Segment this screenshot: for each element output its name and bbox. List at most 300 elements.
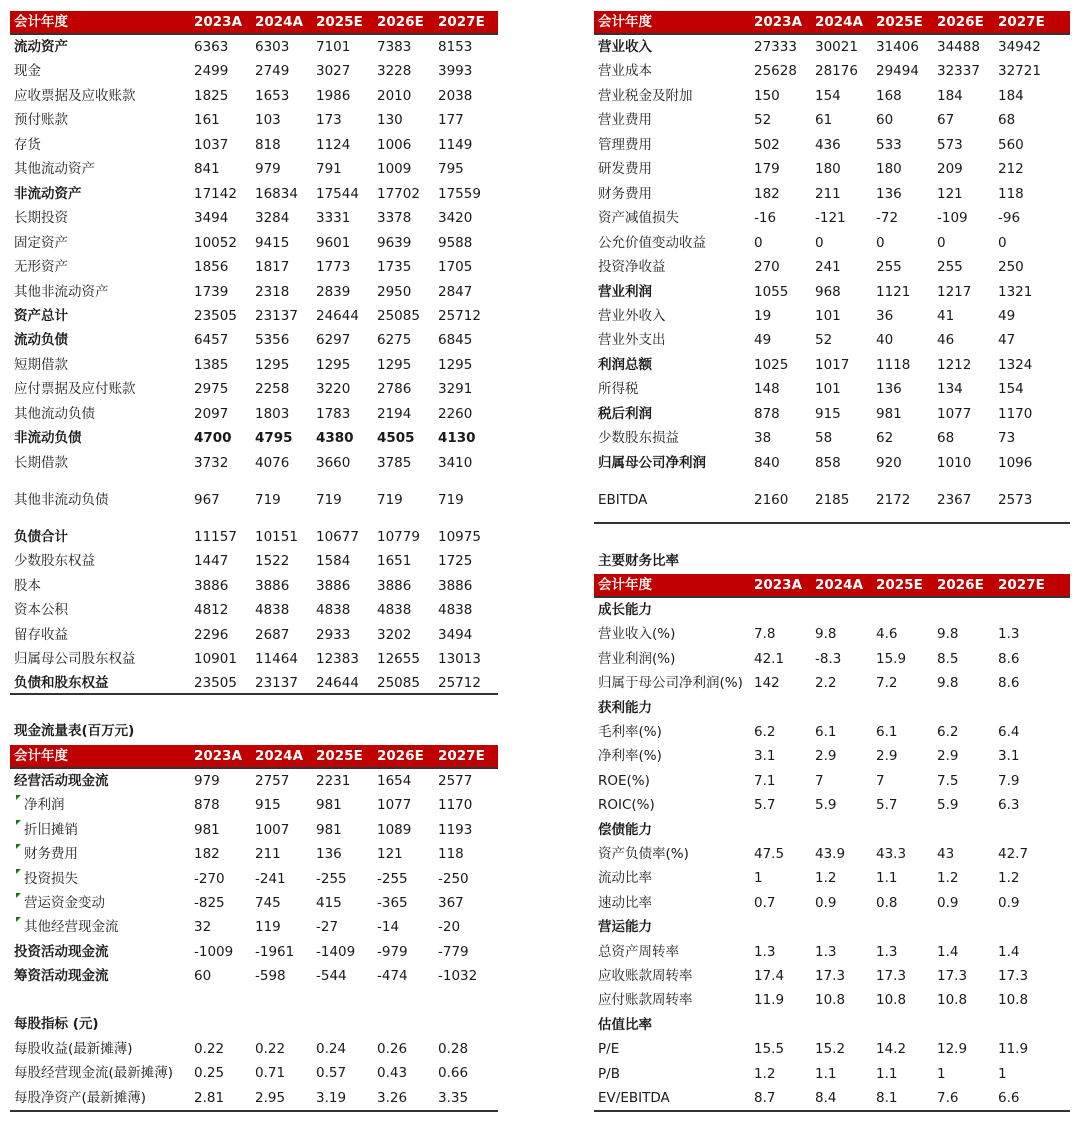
row-value: 3291 bbox=[438, 381, 473, 398]
row-value: 1217 bbox=[937, 283, 972, 300]
row-value: 2573 bbox=[998, 492, 1033, 508]
row-value: 0.28 bbox=[438, 1041, 469, 1057]
row-value: -270 bbox=[194, 870, 225, 887]
row-value: 161 bbox=[194, 112, 220, 129]
row-label: 净利率(%) bbox=[598, 748, 662, 765]
row-label: 税后利润 bbox=[598, 405, 652, 422]
row-value: 32337 bbox=[937, 63, 980, 80]
row-value: 4700 bbox=[194, 430, 232, 447]
row-value: 118 bbox=[438, 846, 464, 863]
row-label: 流动比率 bbox=[598, 870, 652, 887]
row-value: 41 bbox=[937, 307, 955, 324]
row-label: 股本 bbox=[14, 577, 41, 594]
row-value: 30021 bbox=[815, 39, 858, 55]
row-value: 1037 bbox=[194, 136, 229, 153]
row-value: 211 bbox=[255, 846, 281, 863]
row-value: 8.7 bbox=[754, 1090, 776, 1106]
row-value: 19 bbox=[754, 307, 772, 324]
row-value: 73 bbox=[998, 430, 1016, 447]
row-value: 6845 bbox=[438, 332, 473, 349]
row-value: 36 bbox=[876, 307, 894, 324]
row-value: 9601 bbox=[316, 234, 351, 251]
row-label: 投资损失 bbox=[24, 870, 78, 887]
row-label: 营业成本 bbox=[598, 63, 652, 80]
row-value: 10151 bbox=[255, 529, 298, 545]
row-value: 2231 bbox=[316, 773, 351, 789]
row-value: 415 bbox=[316, 895, 342, 911]
row-value: 1089 bbox=[377, 821, 412, 838]
row-label: 短期借款 bbox=[14, 356, 68, 373]
row-value: 68 bbox=[998, 112, 1016, 129]
row-value: 1017 bbox=[815, 356, 850, 373]
row-value: 0.9 bbox=[998, 894, 1020, 911]
row-value: 42.1 bbox=[754, 650, 785, 667]
row-value: 4130 bbox=[438, 430, 476, 447]
row-value: 11157 bbox=[194, 529, 237, 545]
row-value: 0.9 bbox=[937, 894, 959, 911]
row-value: 142 bbox=[754, 675, 780, 692]
row-value: 3.1 bbox=[754, 748, 776, 765]
row-value: 1295 bbox=[316, 356, 351, 373]
row-value: 52 bbox=[754, 112, 772, 129]
header-year: 2024A bbox=[255, 748, 304, 764]
row-value: 3228 bbox=[377, 63, 412, 80]
per-share-title: 每股指标 (元) bbox=[14, 1016, 99, 1032]
per-share-table bbox=[10, 0, 498, 1121]
row-value: 42.7 bbox=[998, 846, 1029, 862]
row-label: 营业费用 bbox=[598, 112, 652, 129]
row-label: 其他流动资产 bbox=[14, 161, 95, 178]
row-value: 43 bbox=[937, 846, 955, 862]
row-value: 4380 bbox=[316, 430, 354, 447]
row-value: -365 bbox=[377, 895, 408, 911]
row-value: 150 bbox=[754, 87, 780, 104]
row-value: 136 bbox=[876, 381, 902, 398]
header-year: 2025E bbox=[876, 14, 923, 30]
row-value: 0.66 bbox=[438, 1065, 469, 1082]
table-header bbox=[594, 574, 1070, 596]
row-value: 968 bbox=[815, 283, 841, 300]
row-value: 9.8 bbox=[937, 626, 959, 643]
row-value: 367 bbox=[438, 895, 464, 911]
row-value: 47.5 bbox=[754, 846, 785, 862]
row-value: 1.2 bbox=[815, 870, 837, 887]
row-value: 2.2 bbox=[815, 675, 837, 692]
row-label: 负债和股东权益 bbox=[14, 675, 109, 692]
row-label: 归属母公司股东权益 bbox=[14, 651, 136, 667]
row-value: 29494 bbox=[876, 63, 919, 80]
row-value: 136 bbox=[876, 185, 902, 202]
row-label: 营运资金变动 bbox=[24, 895, 105, 911]
row-value: -121 bbox=[815, 210, 846, 227]
row-value: 2933 bbox=[316, 626, 351, 643]
row-label: 归属于母公司净利润(%) bbox=[598, 675, 743, 692]
row-value: 17.4 bbox=[754, 968, 785, 984]
row-value: 60 bbox=[876, 112, 894, 129]
row-label: 其他非流动资产 bbox=[14, 283, 109, 300]
row-value: 840 bbox=[754, 454, 780, 471]
row-value: 9.8 bbox=[937, 675, 959, 692]
row-label: 营业税金及附加 bbox=[598, 87, 693, 104]
row-value: 979 bbox=[255, 161, 281, 178]
row-value: 1817 bbox=[255, 259, 290, 276]
row-value: 182 bbox=[194, 846, 220, 863]
row-value: 16834 bbox=[255, 185, 298, 202]
row-value: 9588 bbox=[438, 234, 473, 251]
row-label: 非流动资产 bbox=[14, 185, 82, 202]
row-value: -96 bbox=[998, 210, 1021, 227]
row-value: 1077 bbox=[377, 797, 412, 814]
row-value: 1170 bbox=[438, 797, 473, 814]
row-value: 502 bbox=[754, 136, 780, 153]
row-value: 719 bbox=[255, 492, 281, 508]
row-value: 148 bbox=[754, 381, 780, 398]
row-value: 2577 bbox=[438, 773, 473, 789]
row-value: 58 bbox=[815, 430, 833, 447]
row-value: 0 bbox=[815, 234, 824, 251]
header-label: 会计年度 bbox=[598, 14, 652, 30]
row-value: 2.9 bbox=[815, 748, 837, 765]
row-value: 3886 bbox=[194, 577, 229, 594]
row-value: 52 bbox=[815, 332, 833, 349]
row-value: 2499 bbox=[194, 63, 229, 80]
row-value: 10.8 bbox=[876, 992, 907, 1009]
row-value: 0.7 bbox=[754, 894, 776, 911]
row-value: 858 bbox=[815, 454, 841, 471]
row-label: 每股收益(最新摊薄) bbox=[14, 1041, 133, 1057]
row-value: 60 bbox=[194, 968, 212, 985]
row-value: 1.1 bbox=[876, 870, 898, 887]
row-value: 1295 bbox=[438, 356, 473, 373]
row-label: 预付账款 bbox=[14, 112, 68, 129]
row-label: 少数股东权益 bbox=[14, 553, 95, 570]
row-label: 留存收益 bbox=[14, 626, 68, 643]
row-value: 12655 bbox=[377, 651, 420, 667]
row-value: 25712 bbox=[438, 307, 481, 324]
row-value: -14 bbox=[377, 919, 400, 936]
row-label: 公允价值变动收益 bbox=[598, 234, 706, 251]
row-value: 6.4 bbox=[998, 724, 1020, 740]
row-value: 967 bbox=[194, 492, 220, 508]
row-value: 2.9 bbox=[937, 748, 959, 765]
row-value: 7 bbox=[815, 772, 824, 789]
row-value: 915 bbox=[815, 405, 841, 422]
bottom-rule bbox=[594, 1110, 1070, 1112]
row-label: 获利能力 bbox=[598, 699, 652, 716]
row-value: 7383 bbox=[377, 39, 412, 55]
row-value: 915 bbox=[255, 797, 281, 814]
row-value: 3494 bbox=[438, 626, 473, 643]
row-value: 8.1 bbox=[876, 1090, 898, 1106]
row-label: 固定资产 bbox=[14, 234, 68, 251]
row-value: 6.3 bbox=[998, 797, 1020, 814]
row-value: 12383 bbox=[316, 651, 359, 667]
header-year: 2026E bbox=[937, 577, 984, 593]
row-value: 3202 bbox=[377, 626, 412, 643]
header-year: 2024A bbox=[815, 577, 864, 593]
header-year: 2024A bbox=[815, 14, 864, 30]
row-value: 49 bbox=[754, 332, 772, 349]
row-value: 13013 bbox=[438, 651, 481, 667]
row-value: 0.25 bbox=[194, 1065, 225, 1082]
row-value: 10.8 bbox=[937, 992, 968, 1009]
row-value: 1170 bbox=[998, 405, 1033, 422]
row-value: 7101 bbox=[316, 39, 351, 55]
row-value: 3.19 bbox=[316, 1089, 347, 1106]
row-value: 121 bbox=[377, 846, 403, 863]
row-value: 10052 bbox=[194, 234, 237, 251]
row-value: -1961 bbox=[255, 943, 295, 960]
row-value: 436 bbox=[815, 136, 841, 153]
row-value: 241 bbox=[815, 259, 841, 276]
row-value: 2367 bbox=[937, 492, 972, 508]
row-value: 134 bbox=[937, 381, 963, 398]
row-value: 6.6 bbox=[998, 1090, 1020, 1106]
row-value: -250 bbox=[438, 870, 469, 887]
row-value: 1096 bbox=[998, 454, 1033, 471]
row-value: 1193 bbox=[438, 821, 473, 838]
row-label: 估值比率 bbox=[598, 1016, 652, 1033]
header-year: 2023A bbox=[754, 577, 803, 593]
row-value: 10779 bbox=[377, 529, 420, 545]
row-value: 17.3 bbox=[937, 968, 968, 984]
row-value: 1.4 bbox=[998, 943, 1020, 960]
row-label: 少数股东损益 bbox=[598, 430, 679, 447]
row-value: 255 bbox=[876, 259, 902, 276]
row-value: 101 bbox=[815, 381, 841, 398]
row-value: 1055 bbox=[754, 283, 789, 300]
row-value: 4838 bbox=[316, 602, 351, 619]
row-value: 2975 bbox=[194, 381, 229, 398]
row-value: 6.1 bbox=[815, 724, 837, 740]
row-value: 1773 bbox=[316, 259, 351, 276]
row-value: 7.8 bbox=[754, 626, 776, 643]
row-value: 130 bbox=[377, 112, 403, 129]
row-value: 8.4 bbox=[815, 1090, 837, 1106]
row-value: 6.2 bbox=[937, 724, 959, 740]
row-value: 1447 bbox=[194, 553, 229, 570]
row-label: 存货 bbox=[14, 136, 41, 153]
row-value: 119 bbox=[255, 919, 281, 936]
row-value: 3886 bbox=[438, 577, 473, 594]
row-value: 25085 bbox=[377, 307, 420, 324]
row-value: 2260 bbox=[438, 405, 473, 422]
header-year: 2026E bbox=[377, 748, 424, 764]
row-value: 2.95 bbox=[255, 1089, 286, 1106]
row-value: 979 bbox=[194, 773, 220, 789]
row-value: 1118 bbox=[876, 356, 911, 373]
row-value: 5.7 bbox=[876, 797, 898, 814]
header-rule bbox=[594, 596, 1070, 598]
row-label: 流动资产 bbox=[14, 39, 68, 55]
row-value: 2172 bbox=[876, 492, 911, 508]
row-value: 1295 bbox=[255, 356, 290, 373]
row-value: 1653 bbox=[255, 87, 290, 104]
bottom-rule bbox=[10, 1110, 498, 1112]
header-year: 2023A bbox=[194, 748, 243, 764]
row-value: 8153 bbox=[438, 39, 473, 55]
row-value: 560 bbox=[998, 136, 1024, 153]
row-label: 其他经营现金流 bbox=[24, 919, 119, 936]
row-label: ROE(%) bbox=[598, 772, 650, 789]
header-year: 2024A bbox=[255, 14, 304, 30]
row-label: 所得税 bbox=[598, 381, 639, 398]
row-value: 177 bbox=[438, 112, 464, 129]
row-value: 5.9 bbox=[815, 797, 837, 814]
row-value: 8.6 bbox=[998, 675, 1020, 692]
row-value: 121 bbox=[937, 185, 963, 202]
row-value: 6303 bbox=[255, 39, 290, 55]
row-value: 7.2 bbox=[876, 675, 898, 692]
header-label: 会计年度 bbox=[14, 14, 68, 30]
row-label: 其他流动负债 bbox=[14, 405, 95, 422]
row-value: 0.57 bbox=[316, 1065, 347, 1082]
row-value: 4795 bbox=[255, 430, 293, 447]
header-year: 2027E bbox=[998, 577, 1045, 593]
row-value: 10.8 bbox=[815, 992, 846, 1009]
row-value: 2318 bbox=[255, 283, 290, 300]
row-value: 1295 bbox=[377, 356, 412, 373]
row-label: 毛利率(%) bbox=[598, 724, 662, 740]
row-value: 2847 bbox=[438, 283, 473, 300]
row-value: 2185 bbox=[815, 492, 850, 508]
row-value: 9.8 bbox=[815, 626, 837, 643]
row-value: 15.9 bbox=[876, 650, 907, 667]
row-value: 49 bbox=[998, 307, 1016, 324]
row-value: 0.22 bbox=[255, 1041, 286, 1057]
row-value: 1654 bbox=[377, 773, 412, 789]
row-value: 10.8 bbox=[998, 992, 1029, 1009]
row-value: 103 bbox=[255, 112, 281, 129]
row-value: 1803 bbox=[255, 405, 290, 422]
header-year: 2027E bbox=[998, 14, 1045, 30]
row-value: 168 bbox=[876, 87, 902, 104]
row-value: 0.71 bbox=[255, 1065, 286, 1082]
row-value: 15.5 bbox=[754, 1041, 785, 1058]
row-value: 17.3 bbox=[876, 968, 907, 984]
row-value: 1009 bbox=[377, 161, 412, 178]
row-value: -1409 bbox=[316, 943, 356, 960]
row-value: 3886 bbox=[316, 577, 351, 594]
row-value: 4812 bbox=[194, 602, 229, 619]
row-value: 1324 bbox=[998, 356, 1033, 373]
row-value: 3378 bbox=[377, 210, 412, 227]
row-value: 1735 bbox=[377, 259, 412, 276]
row-value: 6297 bbox=[316, 332, 351, 349]
row-value: 25628 bbox=[754, 63, 797, 80]
row-value: 17.3 bbox=[998, 968, 1029, 984]
row-value: 1.4 bbox=[937, 943, 959, 960]
row-label: 营业外收入 bbox=[598, 307, 666, 324]
row-value: 3284 bbox=[255, 210, 290, 227]
row-value: 1739 bbox=[194, 283, 229, 300]
row-value: -20 bbox=[438, 919, 461, 936]
row-value: 1006 bbox=[377, 136, 412, 153]
row-value: 4505 bbox=[377, 430, 415, 447]
row-value: -72 bbox=[876, 210, 899, 227]
row-value: -474 bbox=[377, 968, 408, 985]
row-value: 1321 bbox=[998, 283, 1033, 300]
row-value: 9639 bbox=[377, 234, 412, 251]
row-label: 应付票据及应付账款 bbox=[14, 381, 136, 398]
row-value: 7.1 bbox=[754, 772, 776, 789]
row-label: P/E bbox=[598, 1041, 620, 1058]
row-value: 878 bbox=[194, 797, 220, 814]
row-value: 179 bbox=[754, 161, 780, 178]
row-value: 6363 bbox=[194, 39, 229, 55]
row-value: 1077 bbox=[937, 405, 972, 422]
row-value: 2687 bbox=[255, 626, 290, 643]
row-label: 资产总计 bbox=[14, 307, 68, 324]
row-value: 1.3 bbox=[876, 943, 898, 960]
row-value: 0.9 bbox=[815, 894, 837, 911]
row-value: 14.2 bbox=[876, 1041, 907, 1058]
row-value: 1124 bbox=[316, 136, 351, 153]
row-label: 应收票据及应收账款 bbox=[14, 87, 136, 104]
row-label: 无形资产 bbox=[14, 259, 68, 276]
row-value: 11464 bbox=[255, 651, 298, 667]
row-label: 利润总额 bbox=[598, 356, 652, 373]
row-value: 3494 bbox=[194, 210, 229, 227]
row-value: -27 bbox=[316, 919, 339, 936]
row-value: 1.3 bbox=[754, 943, 776, 960]
row-value: 43.9 bbox=[815, 846, 846, 862]
row-value: -779 bbox=[438, 943, 469, 960]
row-value: 47 bbox=[998, 332, 1016, 349]
row-value: 3410 bbox=[438, 454, 473, 471]
row-value: 3.1 bbox=[998, 748, 1020, 765]
row-value: 2038 bbox=[438, 87, 473, 104]
row-value: 32 bbox=[194, 919, 212, 936]
row-label: 财务费用 bbox=[598, 185, 652, 202]
header-year: 2027E bbox=[438, 14, 485, 30]
row-value: 43.3 bbox=[876, 846, 907, 862]
row-value: 10901 bbox=[194, 651, 237, 667]
header-year: 2025E bbox=[316, 748, 363, 764]
row-value: 5356 bbox=[255, 332, 290, 349]
row-value: 17559 bbox=[438, 185, 481, 202]
row-value: 1121 bbox=[876, 283, 911, 300]
row-value: 7.5 bbox=[937, 772, 959, 789]
row-label: 应收账款周转率 bbox=[598, 968, 693, 984]
row-value: 9415 bbox=[255, 234, 290, 251]
row-value: 3886 bbox=[255, 577, 290, 594]
row-value: 3.26 bbox=[377, 1089, 408, 1106]
row-label: 资本公积 bbox=[14, 602, 68, 619]
row-value: 1.2 bbox=[937, 870, 959, 887]
row-label: 研发费用 bbox=[598, 161, 652, 178]
row-label: 营业外支出 bbox=[598, 332, 666, 349]
row-value: -255 bbox=[316, 870, 347, 887]
row-value: 0 bbox=[937, 234, 946, 251]
row-value: 795 bbox=[438, 161, 464, 178]
row-label: 每股经营现金流(最新摊薄) bbox=[14, 1065, 174, 1082]
row-value: 719 bbox=[316, 492, 342, 508]
row-label: 营运能力 bbox=[598, 919, 652, 936]
header-year: 2027E bbox=[438, 748, 485, 764]
row-value: 27333 bbox=[754, 39, 797, 55]
row-value: 1825 bbox=[194, 87, 229, 104]
row-value: 23505 bbox=[194, 675, 237, 692]
row-value: 1705 bbox=[438, 259, 473, 276]
row-value: 2097 bbox=[194, 405, 229, 422]
row-value: 2749 bbox=[255, 63, 290, 80]
row-value: 1385 bbox=[194, 356, 229, 373]
row-value: 154 bbox=[815, 87, 841, 104]
row-value: 0.43 bbox=[377, 1065, 408, 1082]
row-label: ROIC(%) bbox=[598, 797, 655, 814]
row-label: 成长能力 bbox=[598, 602, 652, 618]
